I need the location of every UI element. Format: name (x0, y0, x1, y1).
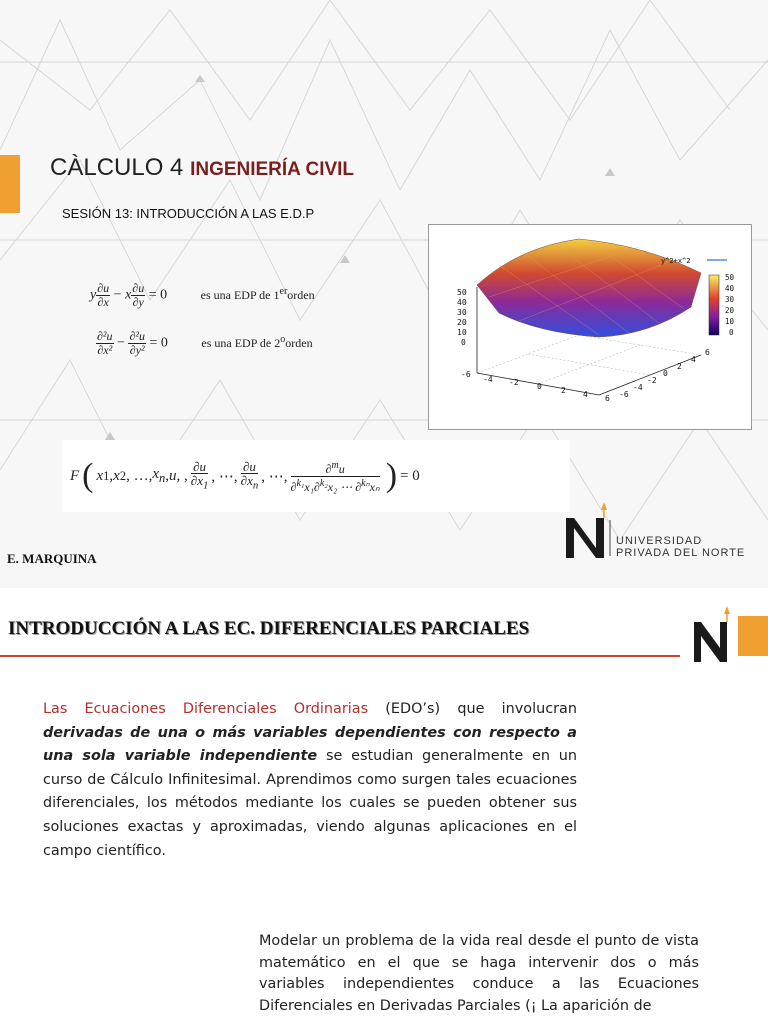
session-heading: SESIÓN 13: INTRODUCCIÓN A LAS E.D.P (62, 206, 315, 221)
x-tick: 4 (583, 390, 588, 399)
slide-2 (0, 590, 768, 1024)
surface-plot-svg (429, 225, 751, 429)
y-tick: -6 (619, 390, 629, 399)
z-tick: 10 (457, 328, 467, 337)
eq2-tail: orden (285, 335, 313, 350)
colorbar-tick: 30 (725, 295, 735, 304)
z-tick: 40 (457, 298, 467, 307)
colorbar-tick: 10 (725, 317, 735, 326)
x-tick: -4 (483, 375, 493, 384)
university-line-2: PRIVADA DEL NORTE (616, 547, 746, 559)
eq1-sup: er (279, 285, 288, 297)
y-tick: 4 (691, 355, 696, 364)
equation-first-order: y $\frac{\partial u}{\partial x}$ − x $\frac{\partial u}{\partial y}$ = 0 es una EDP de 1erorden (90, 281, 315, 309)
x-tick: 2 (561, 386, 566, 395)
university-name (616, 535, 745, 559)
z-tick: 20 (457, 318, 467, 327)
eq2-desc: es una EDP de 2 (201, 335, 281, 350)
x-tick: -6 (461, 370, 471, 379)
colorbar (709, 275, 719, 335)
title-underline (0, 655, 680, 657)
accent-block (738, 616, 768, 656)
equation-second-order: $\frac{\text{∂²u}}{\text{∂x²}}$ − $\frac{\text{∂²u}}{\text{∂y²}}$ = 0 es una EDP de 2$^o$orden (97, 329, 313, 357)
colorbar-tick: 0 (729, 328, 734, 337)
eq2-sup: o (280, 333, 286, 345)
plot-legend-label: y^2+x^2 (661, 257, 691, 265)
colorbar-tick: 40 (725, 284, 735, 293)
paragraph-edp: Modelar un problema de la vida real desde el punto de vista matemático en el que se haga intervenir dos o más variables independientes conduce a las Ecuaciones Diferenciales en Derivadas Parciales (¡ La aparición de (259, 933, 699, 1014)
p1-text-a: (EDO’s) que involucran (368, 701, 577, 717)
colorbar-tick: 50 (725, 273, 735, 282)
university-line-1: UNIVERSIDAD (616, 535, 703, 547)
y-tick: 0 (663, 369, 668, 378)
general-pde-equation: F ( x 1 , x 2 , …, $x_n$ , u , , $\frac{\partial u}{\partial x_1}$ , ⋯, $\frac{\partial u}{\partial x_n}$ , ⋯, $\frac{\partial^mu}{\partial^{k_1}x_1\partial^{k_2}x_2 \cdots \partial^{k_n}x_n}$ ) = 0 (62, 440, 570, 512)
y-tick: -2 (647, 376, 657, 385)
slide-title (50, 154, 354, 182)
slide-2-title: INTRODUCCIÓN A LAS EC. DIFERENCIALES PARCIALES (8, 618, 530, 639)
p1-emphasis: derivadas de una o más variables dependientes con respecto a una sola variable independiente (43, 724, 577, 765)
author-name: E. MARQUINA (7, 551, 97, 566)
p1-text-b: se estudian generalmente en un curso de Cálculo Infinitesimal. Aprendimos como surgen tales ecuaciones diferenciales, los métodos mediante los cuales se pueden obtener sus soluciones exactas y aproximadas, viendo algunas aplicaciones en el campo científico. (43, 748, 578, 859)
y-tick: 6 (705, 348, 710, 357)
y-tick: 2 (677, 362, 682, 371)
surface-plot (428, 224, 752, 430)
title-subtitle: INGENIERÍA CIVIL (190, 159, 355, 180)
upn-logo-icon (560, 500, 616, 560)
highlight-edo: Las Ecuaciones Diferenciales Ordinarias (43, 701, 369, 717)
y-tick: -4 (633, 383, 643, 392)
upn-logo-icon-small (690, 602, 736, 664)
z-tick: 50 (457, 288, 467, 297)
x-tick: 6 (605, 394, 610, 403)
eq1-desc: es una EDP de 1 (200, 287, 280, 302)
paragraph-edo (43, 698, 577, 863)
x-tick: -2 (509, 378, 519, 387)
x-tick: 0 (537, 382, 542, 391)
z-tick: 30 (457, 308, 467, 317)
accent-bar (0, 155, 20, 213)
eq1-tail: orden (287, 287, 315, 302)
title-main: CÀLCULO 4 (50, 154, 184, 181)
z-tick: 0 (461, 338, 466, 347)
colorbar-tick: 20 (725, 306, 735, 315)
